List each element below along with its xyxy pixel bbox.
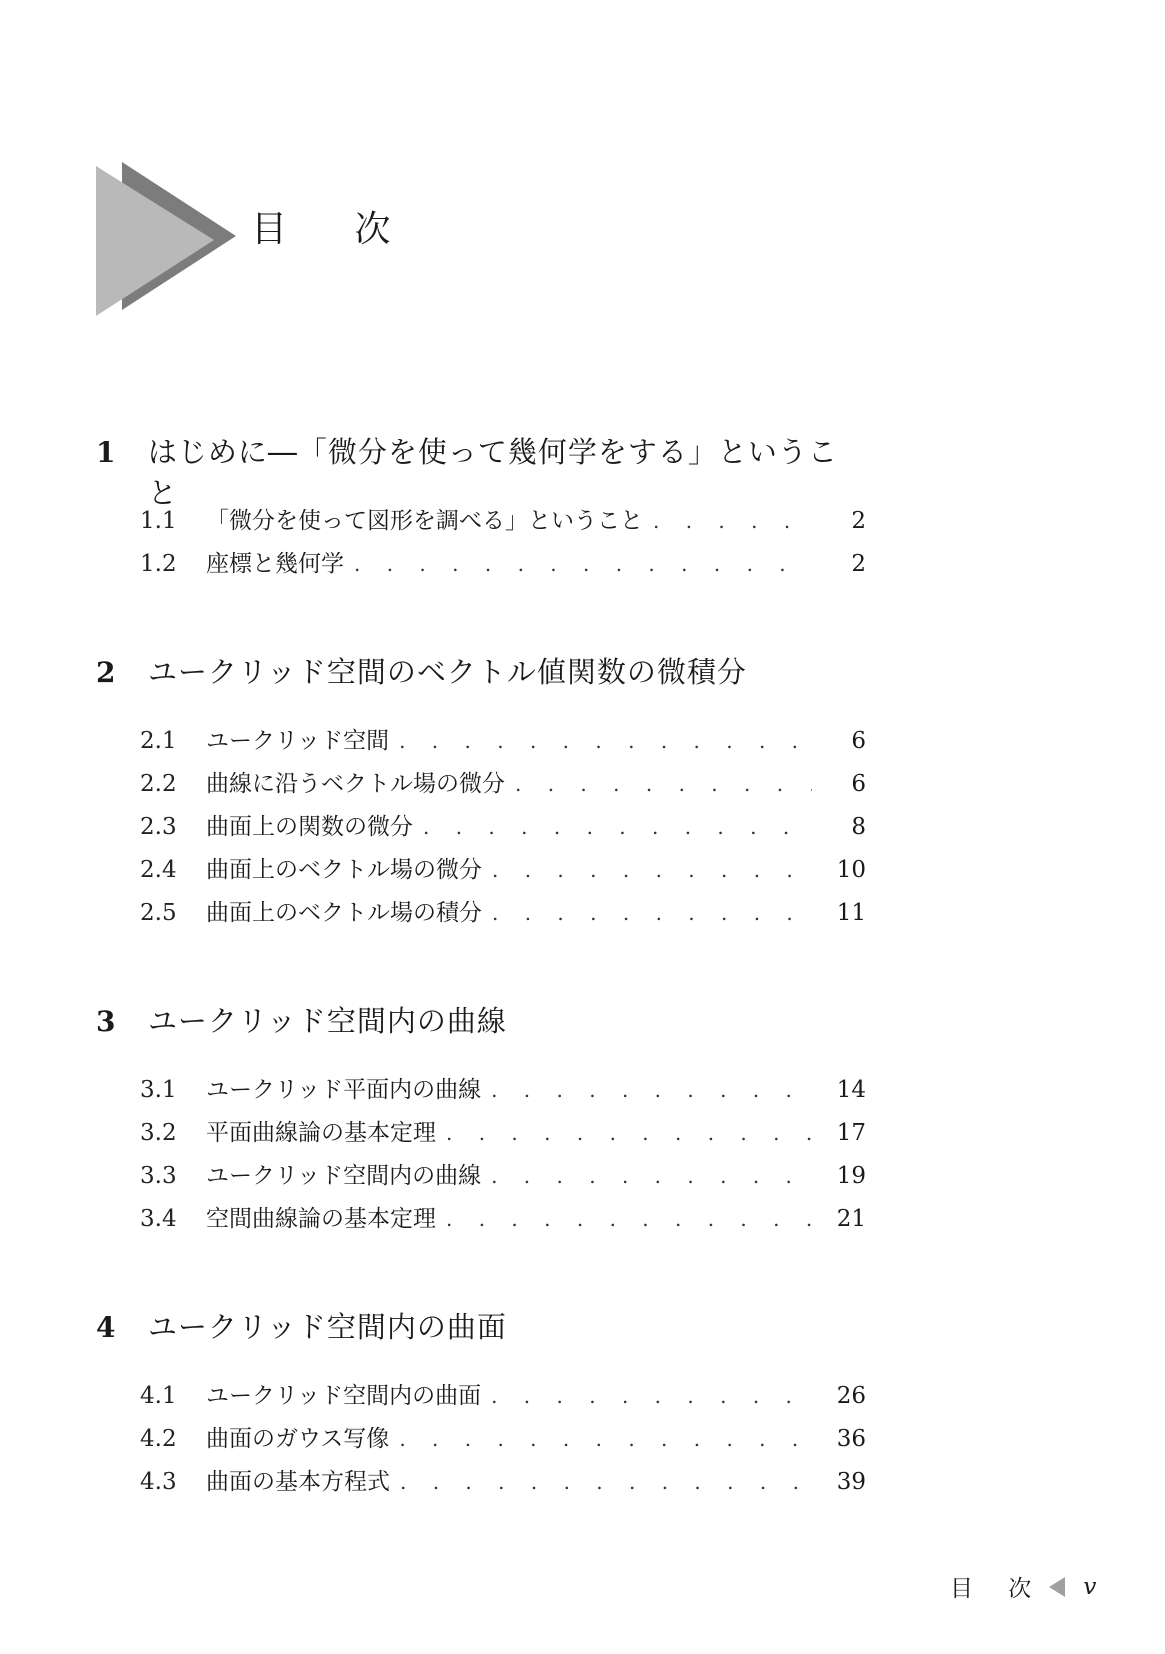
chapter-1 bbox=[96, 430, 866, 588]
section-number: 1.1 bbox=[140, 508, 177, 534]
section-number: 3.4 bbox=[140, 1206, 177, 1232]
section-number: 4.2 bbox=[140, 1426, 177, 1452]
leader-dots bbox=[492, 901, 812, 925]
toc-entry[interactable] bbox=[96, 502, 866, 545]
toc-entry[interactable] bbox=[96, 1071, 866, 1114]
toc-entry[interactable] bbox=[96, 1114, 866, 1157]
chapter-arrow-icon bbox=[96, 162, 256, 322]
page-number: 17 bbox=[836, 1120, 866, 1146]
page-number: 10 bbox=[836, 857, 866, 883]
chapter-title: ユークリッド空間内の曲面 bbox=[148, 1310, 507, 1344]
section-list bbox=[96, 722, 866, 937]
page-number: 6 bbox=[851, 771, 866, 797]
page-number: 14 bbox=[836, 1077, 866, 1103]
leader-dots bbox=[446, 1207, 812, 1231]
toc-entry[interactable] bbox=[96, 1420, 866, 1463]
page-number: 19 bbox=[836, 1163, 866, 1189]
page-title: 目 次 bbox=[251, 209, 419, 250]
section-number: 3.1 bbox=[140, 1077, 177, 1103]
section-title: 「微分を使って図形を調べる」ということ bbox=[206, 508, 643, 534]
leader-dots bbox=[399, 1427, 812, 1451]
toc-entry[interactable] bbox=[96, 894, 866, 937]
section-number: 2.4 bbox=[140, 857, 177, 883]
chapter-title: はじめに―「微分を使って幾何学をする」ということ bbox=[147, 435, 838, 510]
page-number: 6 bbox=[851, 728, 866, 754]
chapter-title: ユークリッド空間内の曲線 bbox=[148, 1004, 507, 1038]
page-number: 36 bbox=[836, 1426, 866, 1452]
page-number: 8 bbox=[851, 814, 866, 840]
section-list bbox=[96, 502, 866, 588]
toc-entry[interactable] bbox=[96, 1463, 866, 1506]
section-title: 空間曲線論の基本定理 bbox=[206, 1206, 436, 1232]
section-number: 2.5 bbox=[140, 900, 177, 926]
chapter-title: ユークリッド空間のベクトル値関数の微積分 bbox=[148, 655, 747, 689]
chapter-heading[interactable] bbox=[96, 430, 866, 510]
chapter-heading[interactable] bbox=[96, 999, 866, 1043]
section-title: 座標と幾何学 bbox=[206, 551, 344, 577]
section-title: ユークリッド空間 bbox=[206, 728, 390, 754]
toc-entry[interactable] bbox=[96, 1377, 866, 1420]
page-number: 21 bbox=[836, 1206, 866, 1232]
section-number: 3.2 bbox=[140, 1120, 177, 1146]
section-number: 2.1 bbox=[140, 728, 177, 754]
toc-entry[interactable] bbox=[96, 1200, 866, 1243]
toc-entry[interactable] bbox=[96, 545, 866, 588]
running-footer bbox=[950, 1570, 1096, 1603]
page-number: 11 bbox=[836, 900, 866, 926]
section-title: 曲面の基本方程式 bbox=[206, 1469, 390, 1495]
footer-title: 目 次 bbox=[950, 1576, 1046, 1602]
page-number: 26 bbox=[836, 1383, 866, 1409]
section-list bbox=[96, 1377, 866, 1506]
section-number: 4.3 bbox=[140, 1469, 177, 1495]
leader-dots bbox=[653, 509, 812, 533]
toc-entry[interactable] bbox=[96, 765, 866, 808]
section-list bbox=[96, 1071, 866, 1243]
toc-entry[interactable] bbox=[96, 722, 866, 765]
leader-dots bbox=[515, 772, 812, 796]
section-title: 曲線に沿うベクトル場の微分 bbox=[206, 771, 505, 797]
chapter-number: 1 bbox=[96, 436, 116, 469]
page-header bbox=[96, 162, 496, 322]
footer-page-number: v bbox=[1083, 1573, 1097, 1600]
chapter-3 bbox=[96, 999, 866, 1243]
section-number: 2.2 bbox=[140, 771, 177, 797]
toc-entry[interactable] bbox=[96, 808, 866, 851]
chapter-4 bbox=[96, 1305, 866, 1506]
chapter-heading[interactable] bbox=[96, 1305, 866, 1349]
left-triangle-icon bbox=[1049, 1577, 1065, 1597]
chapter-number: 4 bbox=[96, 1311, 116, 1344]
chapter-2 bbox=[96, 650, 866, 937]
table-of-contents bbox=[96, 430, 866, 1568]
section-number: 3.3 bbox=[140, 1163, 177, 1189]
page-number: 2 bbox=[851, 508, 866, 534]
toc-entry[interactable] bbox=[96, 1157, 866, 1200]
section-title: 曲面のガウス写像 bbox=[206, 1426, 390, 1452]
leader-dots bbox=[491, 1078, 812, 1102]
section-number: 4.1 bbox=[140, 1383, 177, 1409]
section-title: ユークリッド平面内の曲線 bbox=[206, 1077, 482, 1103]
leader-dots bbox=[400, 1470, 812, 1494]
section-title: 曲面上のベクトル場の微分 bbox=[206, 857, 482, 883]
page-number: 2 bbox=[851, 551, 866, 577]
leader-dots bbox=[491, 1164, 812, 1188]
page-number: 39 bbox=[836, 1469, 866, 1495]
section-title: 平面曲線論の基本定理 bbox=[206, 1120, 436, 1146]
chapter-heading[interactable] bbox=[96, 650, 866, 694]
leader-dots bbox=[399, 729, 812, 753]
section-number: 2.3 bbox=[140, 814, 177, 840]
chapter-number: 3 bbox=[96, 1005, 116, 1038]
section-title: ユークリッド空間内の曲面 bbox=[206, 1383, 482, 1409]
chapter-number: 2 bbox=[96, 656, 116, 689]
leader-dots bbox=[492, 858, 812, 882]
leader-dots bbox=[423, 815, 812, 839]
leader-dots bbox=[446, 1121, 812, 1145]
toc-entry[interactable] bbox=[96, 851, 866, 894]
section-number: 1.2 bbox=[140, 551, 177, 577]
section-title: ユークリッド空間内の曲線 bbox=[206, 1163, 482, 1189]
leader-dots bbox=[354, 552, 812, 576]
section-title: 曲面上のベクトル場の積分 bbox=[206, 900, 482, 926]
section-title: 曲面上の関数の微分 bbox=[206, 814, 413, 840]
leader-dots bbox=[491, 1384, 812, 1408]
